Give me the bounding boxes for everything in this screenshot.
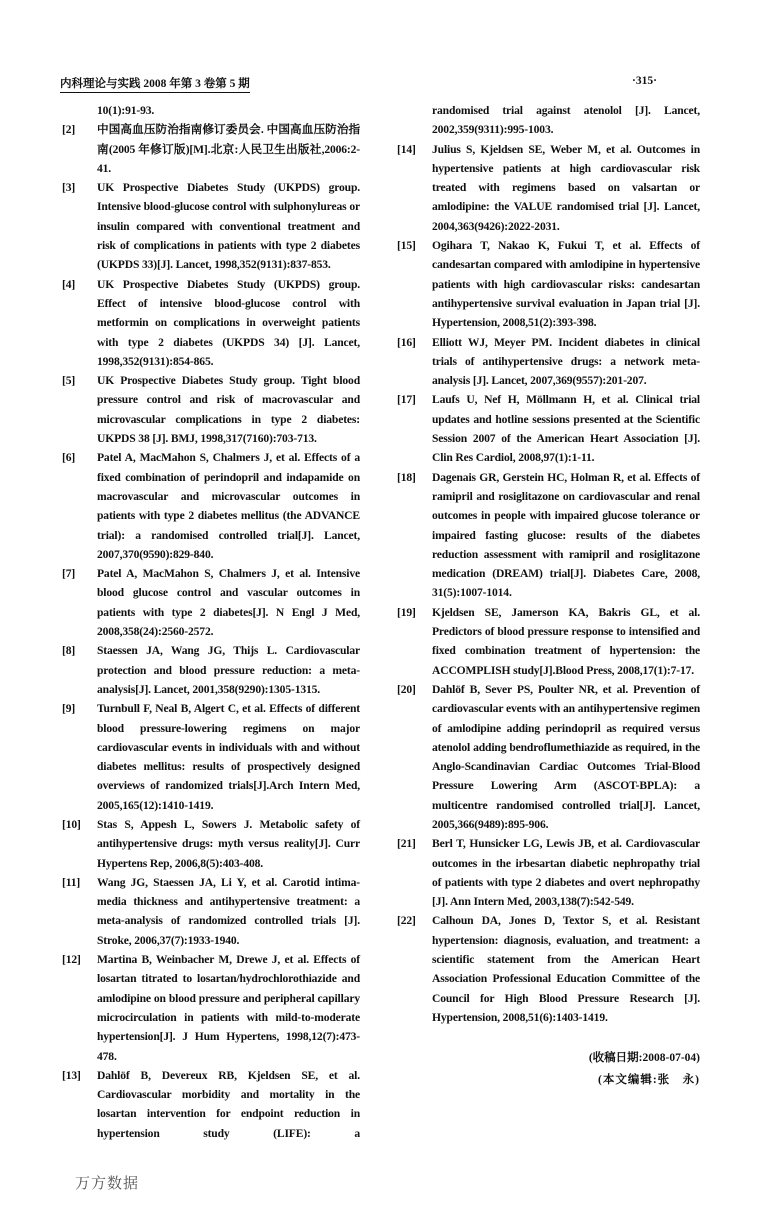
reference-13 xyxy=(62,1066,360,1143)
reference-19 xyxy=(397,603,700,680)
reference-text: Stas S, Appesh L, Sowers J. Metabolic safety of antihypertensive drugs: myth versus reality[J]. Curr Hypertens Rep, 2006,8(5):403-408. xyxy=(97,817,360,870)
reference-18 xyxy=(397,468,700,603)
reference-number: [19] xyxy=(397,605,416,619)
reference-text: Staessen JA, Wang JG, Thijs L. Cardiovascular protection and blood pressure reduction: a meta-analysis[J]. Lancet, 2001,358(9290):1305-1315. xyxy=(97,644,360,696)
reference-number: [4] xyxy=(62,277,76,291)
reference-text: UK Prospective Diabetes Study (UKPDS) group. Intensive blood-glucose control with sulphonylureas or insulin compared with conventional treatment and risk of complications in patients with type 2 diabetes (UKPDS 33)[J]. Lancet, 1998,352(9131):837-853. xyxy=(97,181,360,272)
reference-text: Ogihara T, Nakao K, Fukui T, et al. Effects of candesartan compared with amlodipine in hypertensive patients with high cardiovascular risks: candesartan antihypertensive survival evaluation in Japan trial [J]. Hypertension, 2008,51(2):393-398. xyxy=(432,239,700,330)
reference-15 xyxy=(397,236,700,332)
reference-text: Wang JG, Staessen JA, Li Y, et al. Carotid intima-media thickness and antihypertensive treatment: a meta-analysis of randomized controlled trials [J]. Stroke, 2006,37(7):1933-1940. xyxy=(97,875,360,947)
reference-10 xyxy=(62,815,360,873)
reference-9 xyxy=(62,699,360,815)
watermark: 万方数据 xyxy=(75,1174,140,1193)
journal-header: 内科理论与实践 2008 年第 3 卷第 5 期 xyxy=(60,75,250,93)
reference-text: Julius S, Kjeldsen SE, Weber M, et al. Outcomes in hypertensive patients at high cardiovascular risk treated with regimens based on valsartan or amlodipine: the VALUE randomised trial [J]. Lancet, 2004,363(9426):2022-2031. xyxy=(432,142,700,233)
reference-number: [14] xyxy=(397,142,416,156)
reference-13-continuation xyxy=(397,101,700,140)
page-number: ·315· xyxy=(632,75,657,87)
reference-text: 10(1):91-93. xyxy=(97,104,155,117)
reference-text: Martina B, Weinbacher M, Drewe J, et al. Effects of losartan titrated to losartan/hydrochlorothiazide and amlodipine on blood pressure and peripheral capillary microcirculation in patients with mild-to-moderate hypertension[J]. J Hum Hypertens, 1998,12(7):473-478. xyxy=(97,953,360,1063)
received-date: (收稿日期:2008-07-04) xyxy=(588,1052,700,1065)
reference-number: [15] xyxy=(397,239,416,253)
reference-1-continuation xyxy=(62,101,360,120)
reference-text: Patel A, MacMahon S, Chalmers J, et al. Effects of a fixed combination of perindopril and indapamide on macrovascular and microvascular outcomes in patients with type 2 diabetes mellitus (the ADVANCE trial): a randomised controlled trial[J]. Lancet, 2007,370(9590):829-840. xyxy=(97,451,360,561)
reference-text: Dagenais GR, Gerstein HC, Holman R, et al. Effects of ramipril and rosiglitazone on cardiovascular and renal outcomes in people with impaired glucose tolerance or impaired fasting glucose: results of the diabetes reduction assessment with ramipril and rosiglitazone medication (DREAM) trial[J]. Diabetes Care, 2008, 31(5):1007-1014. xyxy=(432,470,700,600)
reference-number: [18] xyxy=(397,470,416,484)
reference-text: Dahlöf B, Sever PS, Poulter NR, et al. Prevention of cardiovascular events with an antihypertensive regimen of amlodipine adding perindopril as required versus atenolol adding bendroflumethiazide as required, in the Anglo-Scandinavian Cardiac Outcomes Trial-Blood Pressure Lowering Arm (ASCOT-BPLA): a multicentre randomised controlled trial[J]. Lancet, 2005,366(9489):895-906. xyxy=(432,682,700,831)
reference-16 xyxy=(397,333,700,391)
reference-number: [8] xyxy=(62,644,76,658)
reference-number: [5] xyxy=(62,374,76,388)
reference-text: Laufs U, Nef H, Möllmann H, et al. Clinical trial updates and hotline sessions presented at the Scientific Session 2007 of the American Heart Association [J]. Clin Res Cardiol, 2008,97(1):1-11. xyxy=(432,393,700,465)
reference-text: Dahlöf B, Devereux RB, Kjeldsen SE, et al. Cardiovascular morbidity and mortality in the losartan intervention for endpoint reduction in hypertension study (LIFE): a xyxy=(97,1068,360,1140)
reference-6 xyxy=(62,448,360,564)
reference-number: [20] xyxy=(397,682,416,696)
reference-number: [22] xyxy=(397,914,416,928)
reference-4 xyxy=(62,275,360,371)
reference-text: Turnbull F, Neal B, Algert C, et al. Effects of different blood pressure-lowering regimens on major cardiovascular events in individuals with and without diabetes mellitus: results of prospectively designed overviews of randomized trials[J].Arch Intern Med, 2005,165(12):1410-1419. xyxy=(97,702,360,812)
reference-number: [17] xyxy=(397,393,416,407)
reference-number: [21] xyxy=(397,837,416,851)
reference-number: [9] xyxy=(62,702,76,716)
reference-text: Elliott WJ, Meyer PM. Incident diabetes in clinical trials of antihypertensive drugs: a network meta-analysis [J]. Lancet, 2007,369(9557):201-207. xyxy=(432,335,700,388)
reference-8 xyxy=(62,641,360,699)
reference-text: UK Prospective Diabetes Study group. Tight blood pressure control and risk of macrovascular and microvascular complications in type 2 diabetes: UKPDS 38 [J]. BMJ, 1998,317(7160):703-713. xyxy=(97,374,360,446)
reference-text: UK Prospective Diabetes Study (UKPDS) group. Effect of intensive blood-glucose control with metformin on complications in overweight patients with type 2 diabetes (UKPDS 34) [J]. Lancet, 1998,352(9131):854-865. xyxy=(97,277,360,368)
reference-22 xyxy=(397,911,700,1027)
reference-17 xyxy=(397,390,700,467)
reference-2 xyxy=(62,120,360,178)
reference-number: [11] xyxy=(62,875,81,889)
reference-number: [16] xyxy=(397,335,416,349)
reference-number: [2] xyxy=(62,123,76,137)
reference-14 xyxy=(397,140,700,236)
reference-number: [10] xyxy=(62,817,81,831)
reference-number: [6] xyxy=(62,451,76,465)
reference-20 xyxy=(397,680,700,834)
editor-credit: (本文编辑:张 永) xyxy=(598,1074,700,1087)
reference-number: [3] xyxy=(62,181,76,195)
reference-5 xyxy=(62,371,360,448)
reference-text: Kjeldsen SE, Jamerson KA, Bakris GL, et al. Predictors of blood pressure response to intensified and fixed combination treatment of hypertension: the ACCOMPLISH study[J].Blood Press, 2008,17(1):7-17. xyxy=(432,605,700,677)
reference-3 xyxy=(62,178,360,274)
reference-text: randomised trial against atenolol [J]. Lancet, 2002,359(9311):995-1003. xyxy=(432,104,700,137)
reference-text: Patel A, MacMahon S, Chalmers J, et al. Intensive blood glucose control and vascular outcomes in patients with type 2 diabetes[J]. N Engl J Med, 2008,358(24):2560-2572. xyxy=(97,567,360,639)
reference-number: [12] xyxy=(62,953,81,967)
reference-7 xyxy=(62,564,360,641)
reference-number: [7] xyxy=(62,567,76,581)
reference-text: 中国高血压防治指南修订委员会. 中国高血压防治指南(2005 年修订版)[M].北京:人民卫生出版社,2006:2-41. xyxy=(97,123,360,175)
reference-number: [13] xyxy=(62,1068,81,1082)
reference-column-left xyxy=(62,101,360,1213)
reference-column-right xyxy=(397,101,700,1091)
reference-12 xyxy=(62,950,360,1066)
reference-11 xyxy=(62,873,360,950)
reference-21 xyxy=(397,834,700,911)
reference-text: Berl T, Hunsicker LG, Lewis JB, et al. Cardiovascular outcomes in the irbesartan diabetic nephropathy trial of patients with type 2 diabetes and overt nephropathy [J]. Ann Intern Med, 2003,138(7):542-549. xyxy=(432,837,700,909)
reference-text: Calhoun DA, Jones D, Textor S, et al. Resistant hypertension: diagnosis, evaluation, and treatment: a scientific statement from the American Heart Association Professional Education Committee of the Council for High Blood Pressure Research [J]. Hypertension, 2008,51(6):1403-1419. xyxy=(432,914,700,1024)
